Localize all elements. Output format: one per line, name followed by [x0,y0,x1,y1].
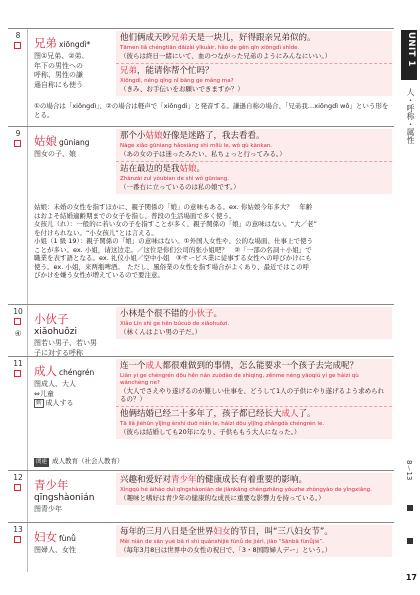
headword [34,32,114,90]
headword [34,130,114,160]
example: 每年的三月八日是全世界妇女的节日，叫“三八妇女节”。 Měi nián de sān yuè bā rì shì quánshìjiè fùnǚ de jiérì, jiào “Sānbā fùnǚjié”. （毎年3月8日は世界中の女性の祝日で、「3・8国際婦人デー」という。） [116,525,392,557]
usage-note: ①の場合は「xiōngdì」、②の場合は軽声で「xiōngdi」と発音する。謙遜自称の場合、「兄弟我…xiōngdì wǒ」という形をとる。 [34,102,389,119]
headword-hanzi: 姑娘 [34,134,57,148]
unit-label: UNIT 1 [406,32,416,67]
example: 兴趣和爱好对青少年的健康成长有着重要的影响。 Xìngqù hé àihào duì qīngshàonián de jiànkāng chéngzhǎng yǒuzhe zhòngyào de yǐngxiǎng. （趣味と嗜好は青少年の健康的な成長に重要な影響力を持っている。） [116,473,392,505]
headword [34,526,114,556]
example: 连一个成人都很难做到的事情，怎么能要求一个孩子去完成呢？ Lián yí ge chéngrén dōu hěn nán zuòdào de shìqing, zěnme néng yāoqiú yí ge háizi qù wánchéng ne? （大人でさえやり遂げるのが難しい仕事を、どうして1人の子供にやり遂げるよう求められるの？） [116,359,392,406]
headword-hanzi: 兄弟 [34,36,57,50]
example: 那个小姑娘好像是迷路了，我去看看。 Nàge xiǎo gūniang hǎoxiàng shì mílù le, wǒ qù kànkan. （あの女の子は迷ったみたい、私ちょっと行ってみる。） [116,129,392,161]
examples [116,473,392,505]
headword-pinyin: fùnǚ [59,534,76,543]
examples [116,31,392,96]
related-label: 関連 [36,459,48,465]
entry-number: 12 [13,473,23,482]
gloss: 图女の子、娘 [34,150,76,158]
example: 他俩结婚已经二十多年了，孩子都已经长大成人了。 Tā liǎ jiéhūn yǐjīng èrshí duō nián le, háizi dōu yǐjīng zhǎngdà chéngrén le. （彼らは結婚しても20年になり、子供ももう大人になった。） [116,406,392,439]
entry-number: 10 [13,307,23,316]
checkbox[interactable] [14,42,21,49]
headword-hanzi: 青少年 [34,478,69,492]
headword-pinyin: qīngshàonián [34,493,95,503]
gloss: 图若い男子、若い男 子に対する呼称 [34,339,97,357]
entry-9 [8,126,394,304]
headword-pinyin: xiōngdì* [59,40,91,49]
gloss: 图青少年 [34,505,62,513]
examples [116,307,392,339]
entry-number: 11 [13,359,23,368]
index-marker [407,538,413,544]
gloss: 图①兄弟、②弟、 年下の男性への 呼称、男性の謙 遜自称にも使う [34,52,89,89]
checkbox[interactable] [14,140,21,147]
topic-label: 人・呼称・属性 [406,88,415,144]
headword-pinyin: gūniang [59,138,90,147]
related-terms: 関連 成人教育（社会人教育） [36,457,124,465]
page-number: 17 [405,573,417,582]
example: 兄弟，能请你帮个忙吗？ Xiōngdì, néng qǐng nǐ bāng ge máng ma? （きみ、お手伝いをお願いできますか？） [116,63,392,96]
entry-number: 9 [15,129,21,138]
entry-11 [8,356,394,470]
example: 站在最边的是我姑娘。 Zhànzài zuì yòubian de shì wǒ gūniang. （一番右に立っているのは私の娘です。） [116,161,392,194]
examples [116,359,392,439]
entry-number: 8 [15,31,21,40]
entry-12 [8,470,394,522]
entry-number: 13 [13,525,23,534]
headword-hanzi: 小伙子 [34,312,69,326]
example: 他们俩成天吵兄弟天是一块儿，好得跟亲兄弟似的。 Tāmen liǎ chéngtiān dāizài yīkuàir, hǎo de gēn qīn xiōngdì shìde. （彼らは終日一緒にいて、血のつながった兄弟のようにみんなにいい。） [116,31,392,63]
entry-13 [8,522,394,572]
headword-pinyin: xiǎohuǒzi [34,327,77,337]
entry-10 [8,304,394,356]
gloss: 图成人、大人 ⇔儿童 動 成人する [34,380,76,407]
unit-tag [401,30,417,80]
entry-range: 8〜13 [405,460,413,481]
headword [34,474,114,515]
headword-hanzi: 成人 [34,364,57,378]
checkbox[interactable] [14,484,21,491]
headword [34,308,114,358]
checkbox[interactable] [14,318,21,325]
pos-tag: 動 [36,400,42,406]
checkbox[interactable] [14,536,21,543]
index-marker [407,505,413,511]
headword-hanzi: 妇女 [34,530,57,544]
gloss: 图婦人、女性 [34,546,76,554]
headword-pinyin: chéngrén [59,368,95,377]
level-badge: ④ [14,329,22,338]
usage-note: 姑娘：未婚の女性を指すほかに、親子関係の「娘」の意味もある。ex. 你姑娘今年多大？ 年齢 はおよそ結婚適齢期までの女子を指し、普段の生活場面で多く使う。 女孩儿（れ）：一般的に若い女の子を指すことが多く、親子関係の「娘」の意味はない。“大／老” を付けられない。“小女孩儿”とは言える。 小姐（1 級 19）：親子関係の「娘」の意味はない。①外国人女性や、公的な場面、仕事上で使う ことが多い。ex. 小姐，请这边走。／这位是你们公司的张小姐吧？ ②「一部の名詞＋小姐」で 職業を表す語となる。ex. 礼仪小姐／空中小姐 ③サービス業に従事する女性への呼びかけにも 使う。ex. 小姐，来两瓶啤酒。 ただし、風俗業の女性を指す場合がよくあり、最近ではこの呼 びかけを嫌う女性が増えているので要注意。 [34,203,317,279]
examples [116,525,392,557]
side-index [398,0,420,595]
checkbox[interactable] [14,370,21,377]
examples [116,129,392,194]
entry-8 [8,28,394,126]
headword [34,360,114,409]
example: 小林是个很不错的小伙子。 Xiǎo Lín shì ge hěn búcuò de xiǎohuǒzi. （林くんはよい男の子だ。） [116,307,392,339]
